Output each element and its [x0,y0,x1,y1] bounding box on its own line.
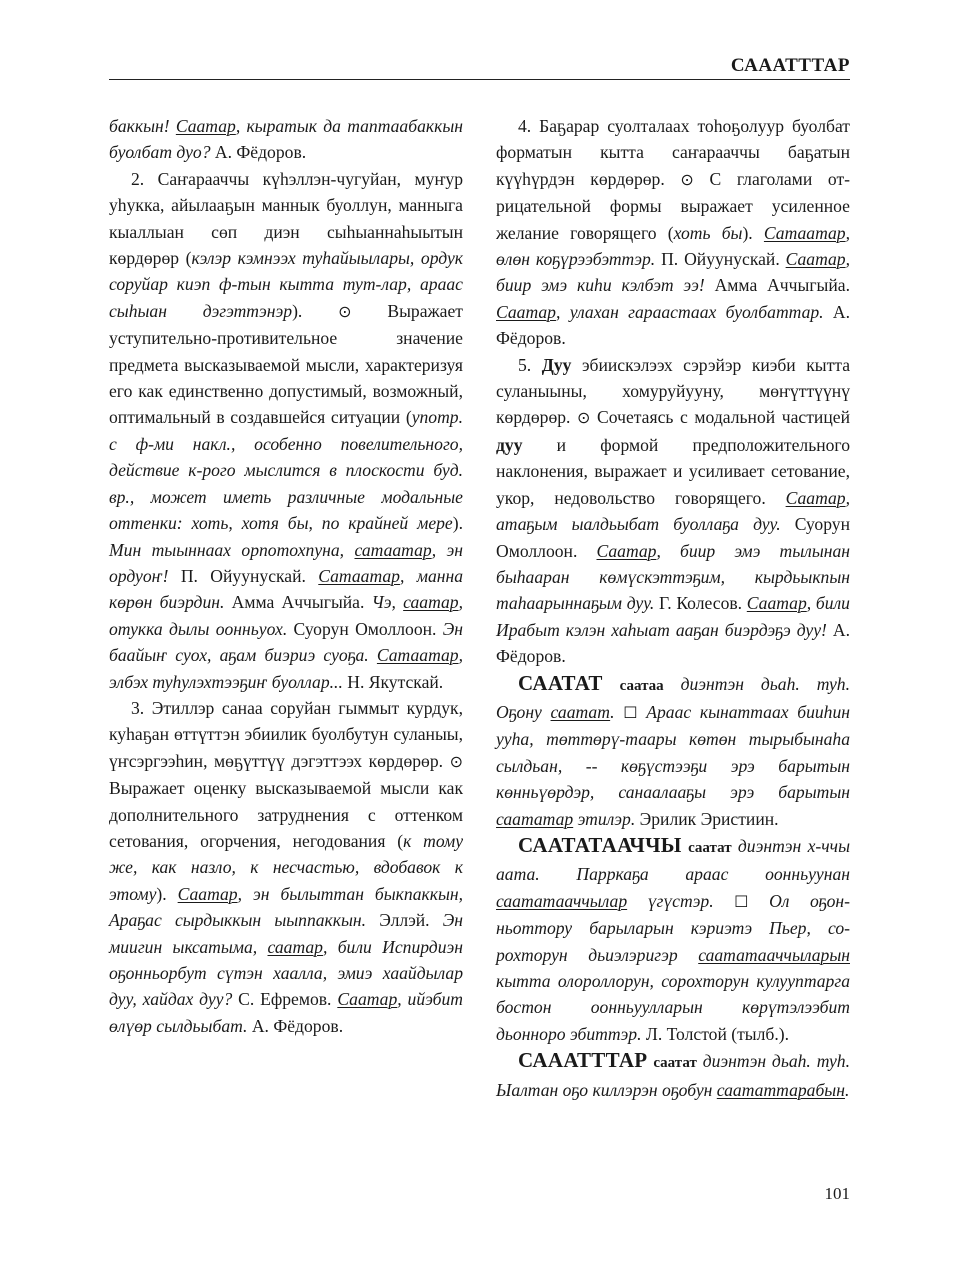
sense-5: 5. Дуу эбиискэлээх сэрэйэр киэби кытта суланыыны, хомуруйууну, мөҥүттүүнү көрдөрөр. ⊙ Сочетаясь с модальной частицей дуу и формой предположительного наклонения, выражает и усиливает сетование, укор, недовольство говорящего. Саатар, атаҕым ыалдьыбат буоллаҕа дуу. Суорун Омоллоон. Саатар, биир эмэ тылынан быһааран көмүскэттэҕим, кырдьыкпын таһаарыннаҕым дуу. Г. Колесов. Саатар, били Ирабыт кэлэн хаһыат ааҕан биэрдэҕэ дуу! А. Фёдоров. [496,354,851,667]
sense-3: 3. Этиллэр санаа соруйан гыммыт курдук, куһаҕан өттүттэн эбиилик буолбутун суланыы, үҥсэргээһин, мөҕүттүү дэгэттээх көрдөрөр. ⊙ Выражает оценку высказываемой мысли как дополнительного затруднения с оттенком сетования, огорчения, негодования (к тому же, как назло, к несчастью, вдобавок к этому). Саатар, эн былыттан быкпаккын, Араҕас сырдыккын ыыппаккын. Эллэй. Эн миигин ыксатыма, саатар, били Испирдиэн оҕонньорбут сүтэн хаалла, эмиэ хаайдылар дуу, хайдах дуу? С. Ефремов. Саатар, ийэбит өлүөр сылдьыбат. А. Фёдоров. [109,697,464,1036]
header-rule [109,79,850,80]
right-column [496,113,850,1103]
example-icon: ☐ [734,891,749,911]
russian-gloss-icon: ⊙ [680,169,694,189]
entry-saatat: СААТАТ саатаа диэнтэн дьаһ. туһ. Оҕону саатат. ☐ Араас кынаттаах бииһин ууһа, төттөрү-таары көтөн тырыбынаһа сылдьан, -- көҕүстээҕи эрэ барытын көнньүөрдэр, санаалааҕы эрэ барытын саататар этилэр. Эрилик Эристиин. [496,670,851,829]
entry-saatataachchy: СААТАТААЧЧЫ саатат диэнтэн х-ччы аата. Парркаҕа араас оонньуунан саататааччылар үгүстэр. ☐ Ол оҕонньоттору барыларын кэриэтэ Пьер, сорохторун дьиэлэригэр саататааччыларын кытта олороллорун, сорохторун кулууптарга бостон оонньуулларын көрүтэлээбит дьонноро эбиттэр. Л. Толстой (тылб.). [496,832,850,1044]
entry-saatttar: САААТТТАР саатат диэнтэн дьаһ. туһ. Ыалтан оҕо киллэрэн оҕобун саататтарабын. [496,1048,850,1100]
example-icon: ☐ [623,702,638,722]
russian-gloss-icon: ⊙ [577,408,591,428]
headword: СААТАТААЧЧЫ [518,832,682,857]
headword: СААТАТ [518,670,603,695]
page-number: 101 [824,1184,850,1203]
russian-gloss-icon: ⊙ [338,301,352,321]
sense-4: 4. Баҕарар суолталаах тоһоҕолуур буолбат форматын кытта саҥарааччы баҕатын күүһүрдэн көрдөрөр. ⊙ С глаголами отрицательной формы выражает усиленное желание говорящего (хоть бы). Сатаатар, өлөн коҕүрээбэттэр. П. Ойуунускай. Саатар, биир эмэ киһи кэлбэт ээ! Амма Аччыгыйа. Саатар, улахан гараастаах буолбаттар. А. Фёдоров. [496,116,851,349]
paragraph-continuation: баккын! Саатар, кыратык да таптаабаккын буолбат дуо? А. Фёдоров. [109,116,463,163]
left-column [109,113,463,1039]
running-head: САААТТТАР [730,55,850,76]
headword: САААТТТАР [518,1048,648,1073]
russian-gloss-icon: ⊙ [449,751,463,771]
sense-2: 2. Саҥарааччы күһэллэн-чугуйан, муҥур уһукка, айылааҕын маннык буоллун, манныга кыаллыан сөп диэн сыһыаннаһыытын көрдөрөр (кэлэр кэмнээх туһайыылары, ордук соруйар киэп ф-тын кытта тут-лар, араас сыһыан дэгэттэнэр). ⊙ Выражает уступительно-противительное значение предмета высказываемой мысли, характеризуя его как единственно допустимый, возможный, оптимальный в создавшейся ситуации (употр. с ф-ми накл., особенно повелительного, действие к-рого мыслится в плоскости буд. вр., может иметь различные модальные оттенки: хоть, хотя бы, по крайней мере). Мин тыыннаах орпотохпуна, сатаатар, эн ордуоҥ! П. Ойуунускай. Сатаатар, манна көрөн биэрдин. Амма Аччыгыйа. Чэ, саатар, отукка дылы оонньуох. Суорун Омоллоон. Эн баайыҥ суох, аҕам биэриэ суоҕа. Сатаатар, элбэх туһулэхтээҕиҥ буоллар... Н. Якутскай. [109,168,464,692]
